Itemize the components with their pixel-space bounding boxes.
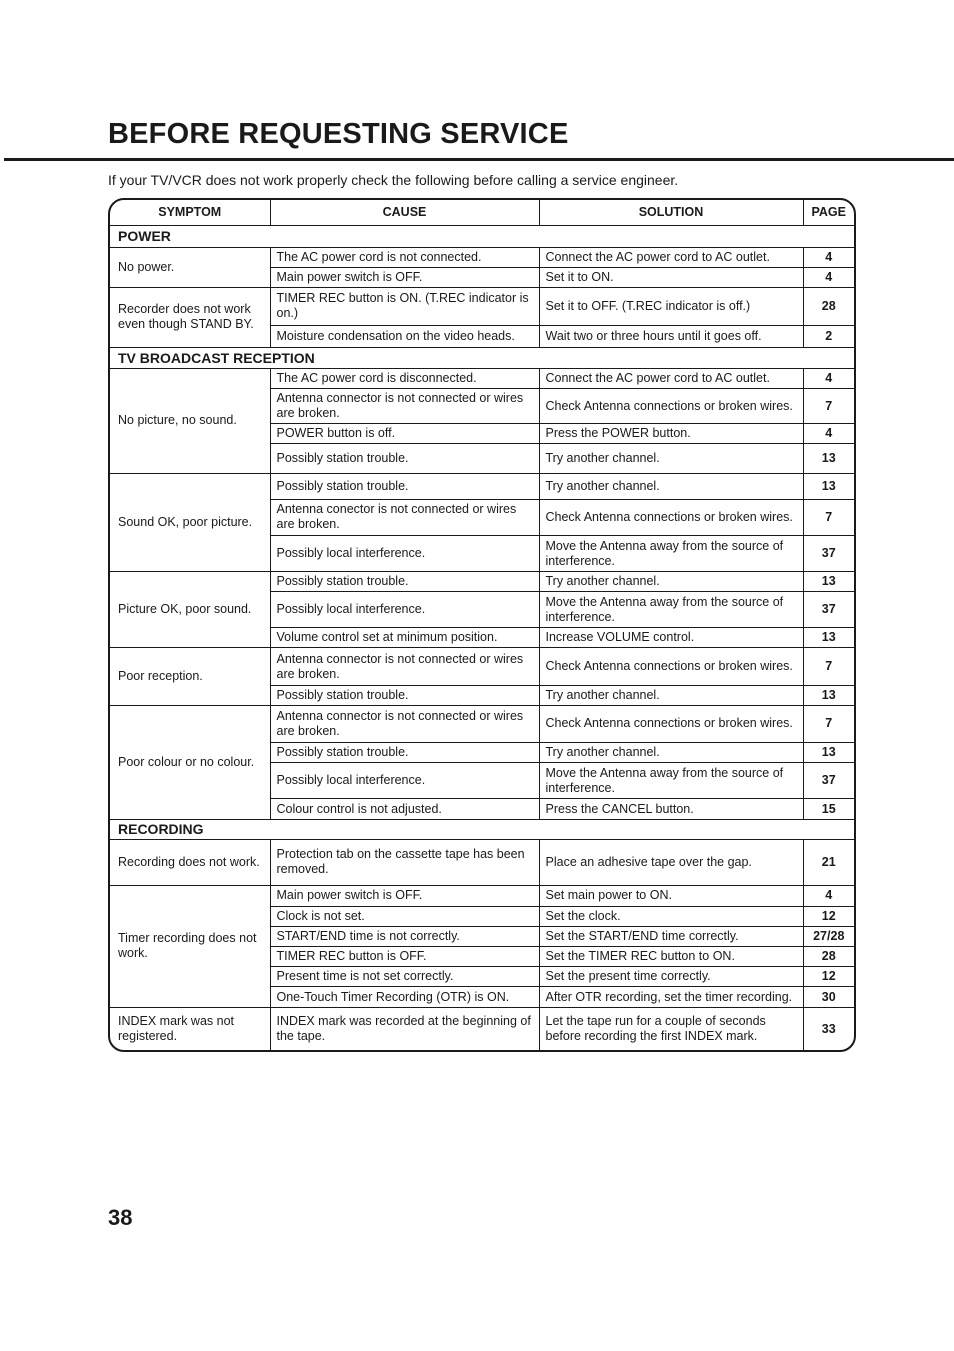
- solution-cell: Move the Antenna away from the source of interference.: [539, 762, 803, 798]
- page-cell: 13: [803, 628, 854, 648]
- table-header-row: [110, 200, 854, 225]
- solution-cell: Set the TIMER REC button to ON.: [539, 946, 803, 966]
- solution-cell: Set it to ON.: [539, 267, 803, 287]
- cause-cell: Moisture condensation on the video heads.: [270, 325, 539, 347]
- cause-cell: Antenna conector is not connected or wires are broken.: [270, 499, 539, 535]
- solution-cell: Set the START/END time correctly.: [539, 926, 803, 946]
- solution-cell: Check Antenna connections or broken wires.: [539, 705, 803, 742]
- solution-cell: Check Antenna connections or broken wires.: [539, 648, 803, 685]
- cause-cell: Colour control is not adjusted.: [270, 799, 539, 820]
- solution-cell: Move the Antenna away from the source of interference.: [539, 592, 803, 628]
- solution-cell: Set the present time correctly.: [539, 966, 803, 986]
- solution-cell: Wait two or three hours until it goes off.: [539, 325, 803, 347]
- symptom-cell: Recorder does not work even though STAND BY.: [110, 287, 270, 347]
- cause-cell: Possibly local interference.: [270, 535, 539, 571]
- table-row: [110, 287, 854, 325]
- header-cause: CAUSE: [270, 200, 539, 225]
- symptom-cell: No power.: [110, 247, 270, 287]
- cause-cell: POWER button is off.: [270, 424, 539, 444]
- solution-cell: Press the POWER button.: [539, 424, 803, 444]
- page-cell: 7: [803, 389, 854, 424]
- symptom-cell: Poor colour or no colour.: [110, 705, 270, 820]
- page-cell: 12: [803, 966, 854, 986]
- page-cell: 37: [803, 762, 854, 798]
- header-symptom: SYMPTOM: [110, 200, 270, 225]
- section-title-power: POWER: [110, 225, 854, 247]
- page-cell: 33: [803, 1008, 854, 1050]
- solution-cell: Move the Antenna away from the source of interference.: [539, 535, 803, 571]
- table-row: [110, 572, 854, 592]
- cause-cell: Possibly station trouble.: [270, 444, 539, 473]
- section-title-recording: RECORDING: [110, 820, 854, 840]
- cause-cell: Possibly station trouble.: [270, 685, 539, 705]
- solution-cell: Try another channel.: [539, 685, 803, 705]
- table-row: [110, 840, 854, 885]
- solution-cell: Check Antenna connections or broken wires.: [539, 499, 803, 535]
- page-cell: 13: [803, 742, 854, 762]
- page-cell: 13: [803, 473, 854, 499]
- page-cell: 4: [803, 267, 854, 287]
- page-cell: 4: [803, 369, 854, 389]
- table-row: [110, 648, 854, 685]
- cause-cell: TIMER REC button is OFF.: [270, 946, 539, 966]
- page-cell: 12: [803, 906, 854, 926]
- solution-cell: Check Antenna connections or broken wires.: [539, 389, 803, 424]
- solution-cell: Let the tape run for a couple of seconds before recording the first INDEX mark.: [539, 1008, 803, 1050]
- page-cell: 28: [803, 946, 854, 966]
- solution-cell: Try another channel.: [539, 572, 803, 592]
- page-cell: 4: [803, 424, 854, 444]
- page-cell: 13: [803, 685, 854, 705]
- cause-cell: Possibly station trouble.: [270, 742, 539, 762]
- page-cell: 13: [803, 572, 854, 592]
- title-rule: [4, 158, 954, 161]
- cause-cell: START/END time is not correctly.: [270, 926, 539, 946]
- cause-cell: Possibly local interference.: [270, 592, 539, 628]
- symptom-cell: No picture, no sound.: [110, 369, 270, 473]
- symptom-cell: Timer recording does not work.: [110, 885, 270, 1008]
- cause-cell: Main power switch is OFF.: [270, 267, 539, 287]
- page-cell: 37: [803, 592, 854, 628]
- cause-cell: INDEX mark was recorded at the beginning of the tape.: [270, 1008, 539, 1050]
- table-row: [110, 1008, 854, 1050]
- solution-cell: Try another channel.: [539, 444, 803, 473]
- table-row: [110, 369, 854, 389]
- troubleshooting-table: [108, 198, 856, 1052]
- page-cell: 28: [803, 287, 854, 325]
- page-cell: 7: [803, 648, 854, 685]
- cause-cell: TIMER REC button is ON. (T.REC indicator is on.): [270, 287, 539, 325]
- solution-cell: Try another channel.: [539, 742, 803, 762]
- solution-cell: Increase VOLUME control.: [539, 628, 803, 648]
- cause-cell: The AC power cord is disconnected.: [270, 369, 539, 389]
- table-row: [110, 885, 854, 906]
- solution-cell: Set the clock.: [539, 906, 803, 926]
- table-row: [110, 473, 854, 499]
- solution-cell: Place an adhesive tape over the gap.: [539, 840, 803, 885]
- table-row: [110, 705, 854, 742]
- section-row-power: [110, 225, 854, 247]
- page-number: 38: [108, 1205, 133, 1230]
- symptom-cell: INDEX mark was not registered.: [110, 1008, 270, 1050]
- page-cell: 2: [803, 325, 854, 347]
- section-row-recording: [110, 820, 854, 840]
- cause-cell: Present time is not set correctly.: [270, 966, 539, 986]
- cause-cell: Volume control set at minimum position.: [270, 628, 539, 648]
- symptom-cell: Recording does not work.: [110, 840, 270, 885]
- cause-cell: The AC power cord is not connected.: [270, 247, 539, 267]
- solution-cell: Connect the AC power cord to AC outlet.: [539, 247, 803, 267]
- solution-cell: After OTR recording, set the timer recording.: [539, 987, 803, 1008]
- solution-cell: Set it to OFF. (T.REC indicator is off.): [539, 287, 803, 325]
- cause-cell: Main power switch is OFF.: [270, 885, 539, 906]
- intro-text: If your TV/VCR does not work properly check the following before calling a service engineer.: [108, 172, 679, 188]
- page-cell: 7: [803, 705, 854, 742]
- solution-cell: Set main power to ON.: [539, 885, 803, 906]
- cause-cell: Clock is not set.: [270, 906, 539, 926]
- cause-cell: One-Touch Timer Recording (OTR) is ON.: [270, 987, 539, 1008]
- page-cell: 30: [803, 987, 854, 1008]
- table-row: [110, 247, 854, 267]
- cause-cell: Protection tab on the cassette tape has been removed.: [270, 840, 539, 885]
- section-title-tv-broadcast: TV BROADCAST RECEPTION: [110, 348, 854, 369]
- cause-cell: Antenna connector is not connected or wires are broken.: [270, 389, 539, 424]
- page-cell: 4: [803, 247, 854, 267]
- symptom-cell: Picture OK, poor sound.: [110, 572, 270, 648]
- page-cell: 27/28: [803, 926, 854, 946]
- page-cell: 4: [803, 885, 854, 906]
- cause-cell: Possibly station trouble.: [270, 473, 539, 499]
- solution-cell: Try another channel.: [539, 473, 803, 499]
- solution-cell: Press the CANCEL button.: [539, 799, 803, 820]
- page-cell: 7: [803, 499, 854, 535]
- page-title: BEFORE REQUESTING SERVICE: [108, 118, 569, 150]
- symptom-cell: Poor reception.: [110, 648, 270, 705]
- header-page: PAGE: [803, 200, 854, 225]
- section-row-tv-broadcast: [110, 348, 854, 369]
- cause-cell: Possibly station trouble.: [270, 572, 539, 592]
- cause-cell: Possibly local interference.: [270, 762, 539, 798]
- page-cell: 21: [803, 840, 854, 885]
- cause-cell: Antenna connector is not connected or wires are broken.: [270, 648, 539, 685]
- page-cell: 15: [803, 799, 854, 820]
- header-solution: SOLUTION: [539, 200, 803, 225]
- page-cell: 13: [803, 444, 854, 473]
- cause-cell: Antenna connector is not connected or wires are broken.: [270, 705, 539, 742]
- symptom-cell: Sound OK, poor picture.: [110, 473, 270, 571]
- page-cell: 37: [803, 535, 854, 571]
- solution-cell: Connect the AC power cord to AC outlet.: [539, 369, 803, 389]
